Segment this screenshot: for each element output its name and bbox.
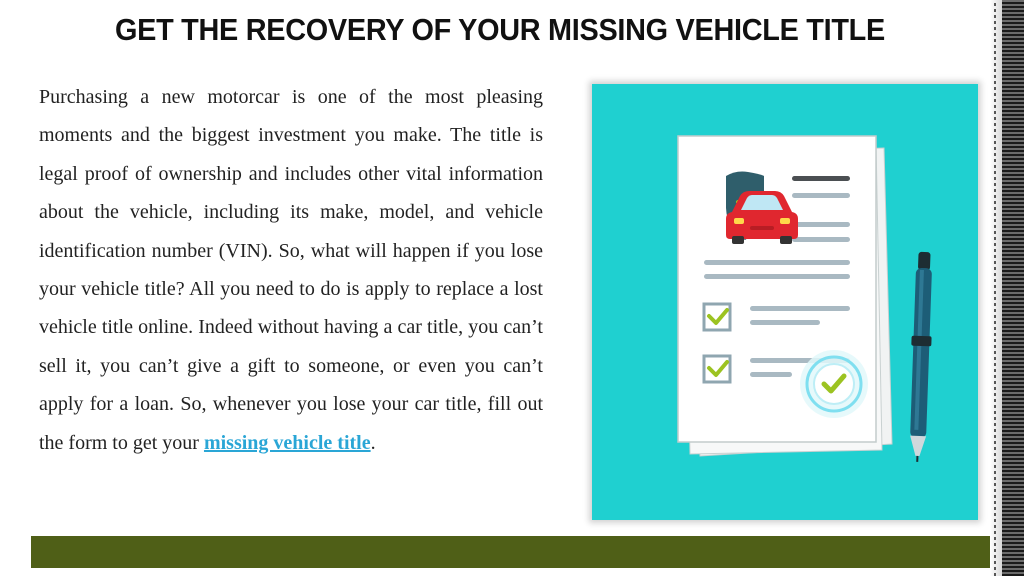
footer-bar — [31, 536, 999, 568]
paragraph-end: . — [370, 431, 376, 454]
document-illustration — [592, 84, 978, 520]
pen-icon — [907, 252, 934, 463]
body-paragraph — [39, 78, 543, 462]
missing-vehicle-title-link[interactable]: missing vehicle title — [203, 431, 371, 454]
document-icon — [678, 136, 892, 456]
approved-seal-icon — [800, 350, 868, 418]
decorative-edge — [990, 0, 1024, 576]
paragraph-text: Purchasing a new motorcar is one of the most pleasing moments and the biggest investment you make. The title is legal proof of ownership and includes other vital information about the vehicle, including its make, model, and vehicle identification number (VIN). So, what will happen if you lose your vehicle title? All you need to do is apply to replace a lost vehicle title online. Indeed without having a car title, you can’t sell it, you can’t give a gift to someone, or even you can’t apply for a loan. So, whenever you lose your car title, fill out the form to get your — [39, 86, 543, 454]
page-title: GET THE RECOVERY OF YOUR MISSING VEHICLE TITLE — [115, 12, 885, 47]
